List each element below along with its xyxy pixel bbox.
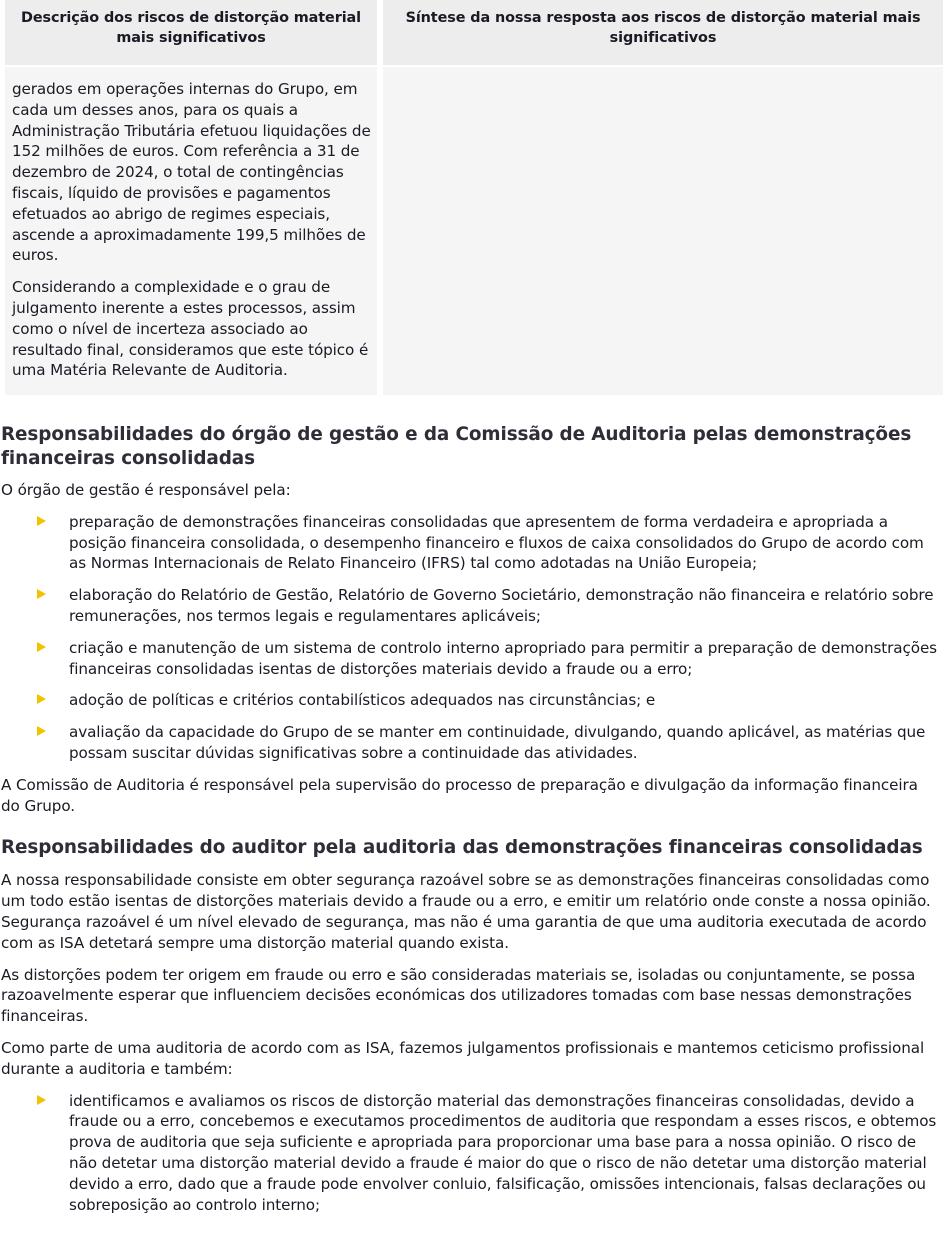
- bullet-arrow-icon: [37, 694, 46, 704]
- auditor-paragraph: A nossa responsabilidade consiste em obter segurança razoável sobre se as demonstrações financeiras consolidadas como um todo estão isentas de distorções materiais devido a fraude ou a erro, e emitir um relatório onde conste a nossa opinião. Segurança razoável é um nível elevado de segurança, mas não é uma garantia de que uma auditoria executada de acordo com as ISA detetará sempre uma distorção material quando exista.: [1, 871, 931, 952]
- risk-description-cell: [5, 67, 377, 395]
- auditor-responsibilities-heading: Responsabilidades do auditor pela auditoria das demonstrações financeiras consolidadas: [1, 837, 923, 859]
- bullet-arrow-icon: [37, 516, 46, 526]
- header-risk-description: Descrição dos riscos de distorção material mais significativos: [5, 0, 377, 65]
- table-row: [5, 65, 943, 395]
- table-header-row: [5, 0, 943, 65]
- list-item: adoção de políticas e critérios contabilísticos adequados nas circunstâncias; e: [1, 690, 941, 711]
- auditor-paragraph: As distorções podem ter origem em fraude ou erro e são consideradas materiais se, isoladas ou conjuntamente, se possa razoavelmente esperar que influenciem decisões económicas dos utilizadores tomadas com base nessas demonstrações financeiras.: [1, 965, 916, 1026]
- risk-paragraph: gerados em operações internas do Grupo, em cada um desses anos, para os quais a Administração Tributária efetuou liquidações de 152 milhões de euros. Com referência a 31 de dezembro de 2024, o total de contingências fiscais, líquido de provisões e pagamentos efetuados ao abrigo de regimes especiais, ascende a aproximadamente 199,5 milhões de euros.: [12, 80, 371, 265]
- management-bullet-list: [1, 512, 941, 764]
- list-item: preparação de demonstrações financeiras consolidadas que apresentem de forma verdadeira e apropriada a posição financeira consolidada, o desempenho financeiro e fluxos de caixa consolidados do Grupo de acordo com as Normas Internacionais de Relato Financeiro (IFRS) tal como adotadas na União Europeia;: [1, 512, 941, 574]
- management-responsibilities-heading: Responsabilidades do órgão de gestão e da Comissão de Auditoria pelas demonstrações financeiras consolidadas: [1, 424, 912, 469]
- bullet-arrow-icon: [37, 1095, 46, 1105]
- report-body: [1, 423, 941, 1226]
- bullet-arrow-icon: [37, 726, 46, 736]
- audit-committee-paragraph: A Comissão de Auditoria é responsável pela supervisão do processo de preparação e divulgação da informação financeira do Grupo.: [1, 775, 918, 815]
- key-audit-matter-table: [5, 0, 943, 395]
- list-item: identificamos e avaliamos os riscos de distorção material das demonstrações financeiras consolidadas, devido a fraude ou a erro, concebemos e executamos procedimentos de auditoria que respondam a esses riscos, e obtemos prova de auditoria que seja suficiente e apropriada para proporcionar uma base para a nossa opinião. O risco de não detetar uma distorção material devido a fraude é maior do que o risco de não detetar uma distorção material devido a erro, dado que a fraude pode envolver conluio, falsificação, omissões intencionais, falsas declarações ou sobreposição ao controlo interno;: [1, 1091, 941, 1216]
- list-item: criação e manutenção de um sistema de controlo interno apropriado para permitir a preparação de demonstrações financeiras consolidadas isentas de distorções materiais devido a fraude ou a erro;: [1, 638, 941, 680]
- bullet-arrow-icon: [37, 642, 46, 652]
- risk-paragraph: Considerando a complexidade e o grau de julgamento inerente a estes processos, assim como o nível de incerteza associado ao resultado final, consideramos que este tópico é uma Matéria Relevante de Auditoria.: [12, 278, 369, 380]
- bullet-arrow-icon: [37, 589, 46, 599]
- list-item: elaboração do Relatório de Gestão, Relatório de Governo Societário, demonstração não financeira e relatório sobre remunerações, nos termos legais e regulamentares aplicáveis;: [1, 585, 941, 627]
- auditor-bullet-list: [1, 1091, 941, 1216]
- auditor-paragraph: Como parte de uma auditoria de acordo com as ISA, fazemos julgamentos profissionais e mantemos ceticismo profissional durante a auditoria e também:: [1, 1038, 925, 1078]
- list-item: avaliação da capacidade do Grupo de se manter em continuidade, divulgando, quando aplicável, as matérias que possam suscitar dúvidas significativas sobre a continuidade das atividades.: [1, 722, 941, 764]
- audit-response-cell: [383, 67, 943, 395]
- management-intro: O órgão de gestão é responsável pela:: [1, 481, 291, 499]
- header-audit-response: Síntese da nossa resposta aos riscos de distorção material mais significativos: [383, 0, 943, 65]
